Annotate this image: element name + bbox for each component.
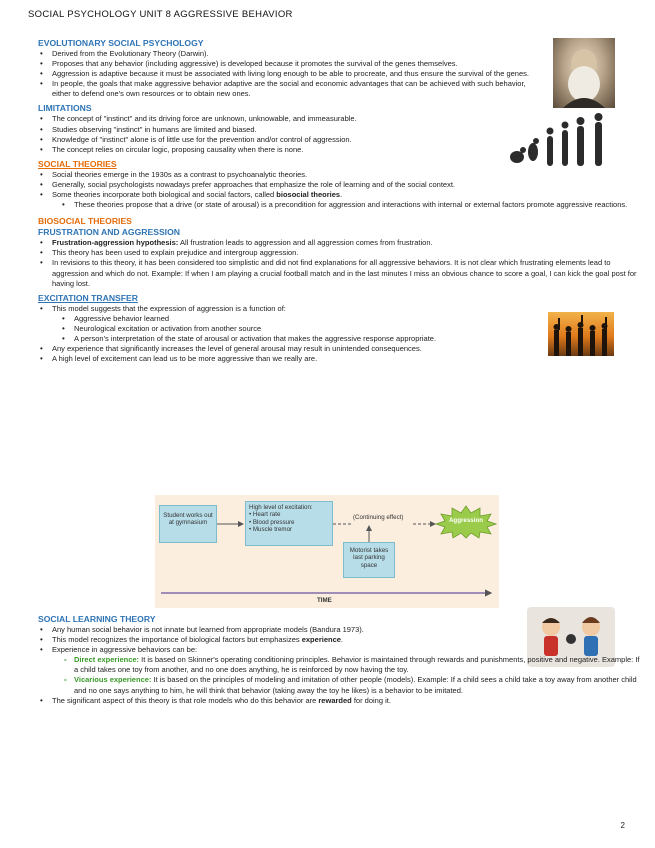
social-learning-list [38,625,538,655]
list-item: • Studies observing "instinct" in humans are limited and biased. [38,125,543,135]
social-learning-list-2 [38,696,641,706]
list-item: • The concept relies on circular logic, proposing causality when there is none. [38,145,543,155]
list-item: • Social theories emerge in the 1930s as a contrast to psychoanalytic theories. [38,170,641,180]
list-item: • In people, the goals that make aggressive behavior adaptive are the social and economic advantages that can be achieved with such behavior, either to defend one's own resources or to obtain new ones. [38,79,538,99]
list-item: • These theories propose that a drive (or state of arousal) is a precondition for aggression and interactions with internal or external factors promote aggressive reactions. [38,200,641,210]
diagram-box-motorist: Motorist takes last parking space [343,542,395,578]
frustration-heading: FRUSTRATION AND AGGRESSION [38,227,180,238]
page-title: SOCIAL PSYCHOLOGY UNIT 8 AGGRESSIVE BEHAVIOR [28,9,293,20]
excitation-heading: EXCITATION TRANSFER [38,292,138,303]
list-item: - Vicarious experience: It is based on the principles of modeling and imitation of other people (models). Example: If a child sees a child take a toy away from another child and no one says anything to him, he will think that behavior (taking away the toy he likes) is a behavior to be imitated. [38,675,641,695]
list-item: • A person's interpretation of the state of arousal or activation that makes the aggressive response appropriate. [38,334,641,344]
limitations-list [38,114,543,154]
list-item: • Any experience that significantly increases the level of general arousal may result in unintended consequences. [38,344,641,354]
diagram-box-excitation: High level of excitation: • Heart rate • Blood pressure • Muscle tremor [245,501,333,546]
biosocial-heading: BIOSOCIAL THEORIES [38,216,132,227]
list-item: • Frustration-aggression hypothesis: All frustration leads to aggression and all aggression comes from frustration. [38,238,557,248]
list-item: • A high level of excitement can lead us to be more aggressive than we really are. [38,354,641,364]
diagram-box-student: Student works out at gymnasium [159,505,217,543]
list-item: • Generally, social psychologists nowadays prefer approaches that emphasize the role of learning and of the social context. [38,180,641,190]
list-item: • Any human social behavior is not innate but learned from appropriate models (Bandura 1973). [38,625,538,635]
list-item: • Aggressive behavior learned [38,314,641,324]
list-item: • This model suggests that the expression of aggression is a function of: [38,304,641,314]
list-item: • Derived from the Evolutionary Theory (Darwin). [38,49,538,59]
social-learning-heading: SOCIAL LEARNING THEORY [38,614,156,624]
evolutionary-heading: EVOLUTIONARY SOCIAL PSYCHOLOGY [38,38,204,48]
list-item: • Proposes that any behavior (including aggressive) is developed because it promotes the survival of the genes themselves. [38,59,538,69]
evolutionary-list [38,49,538,99]
biosocial-term: biosocial theories [276,190,341,200]
list-item: • Aggression is adaptive because it must be associated with living long enough to be able to procreate, and thus ensure the survival of the genes. [38,69,538,79]
social-theories-heading: SOCIAL THEORIES [38,158,117,169]
excitation-list-2 [38,344,641,364]
list-item: • This model recognizes the importance of biological factors but emphasizes experience. [38,635,538,645]
page-number: 2 [620,821,625,830]
excitation-sublist [38,314,641,344]
list-item: • Experience in aggressive behaviors can be: [38,645,538,655]
list-item: - Direct experience: It is based on Skinner's operating conditioning principles. Behavior is maintained through rewards and punishments, positive and negative. Example: If a child takes one toy from another, and no one does anything, he is reinforced by now having the toy. [38,655,641,675]
social-theories-list [38,170,641,200]
list-item: • Neurological excitation or activation from another source [38,324,641,334]
excitation-list [38,304,641,314]
list-item: • The significant aspect of this theory is that role models who do this behavior are rewarded for doing it. [38,696,641,706]
experience-sublist [38,655,641,695]
limitations-heading: LIMITATIONS [38,103,92,114]
diagram-time-label: TIME [317,597,332,604]
list-item: • Knowledge of "instinct" alone is of little use for the prevention and/or control of aggression. [38,135,543,145]
list-item: • Some theories incorporate both biological and social factors, called biosocial theories. [38,190,641,200]
excitation-transfer-diagram [155,495,499,608]
social-theories-sublist [38,200,641,210]
diagram-aggression-burst: Aggression [435,505,497,539]
list-item: • The concept of "instinct" and its driving force are unknown, unknowable, and immeasurable. [38,114,543,124]
list-item: • This theory has been used to explain prejudice and intergroup aggression. [38,248,641,258]
diagram-arrows [155,495,499,608]
list-item: • In revisions to this theory, it has been considered too simplistic and did not find explanations for all aggressive behaviors. It is not clear which frustrating elements lead to aggression and which do not. Example: If when I am playing a crucial football match and in the last minutes I miss an obvious chance to score a goal, I can kick the goal post for having lost. [38,258,641,288]
diagram-continuing-label: (Continuing effect) [353,514,404,521]
frustration-list [38,238,641,288]
